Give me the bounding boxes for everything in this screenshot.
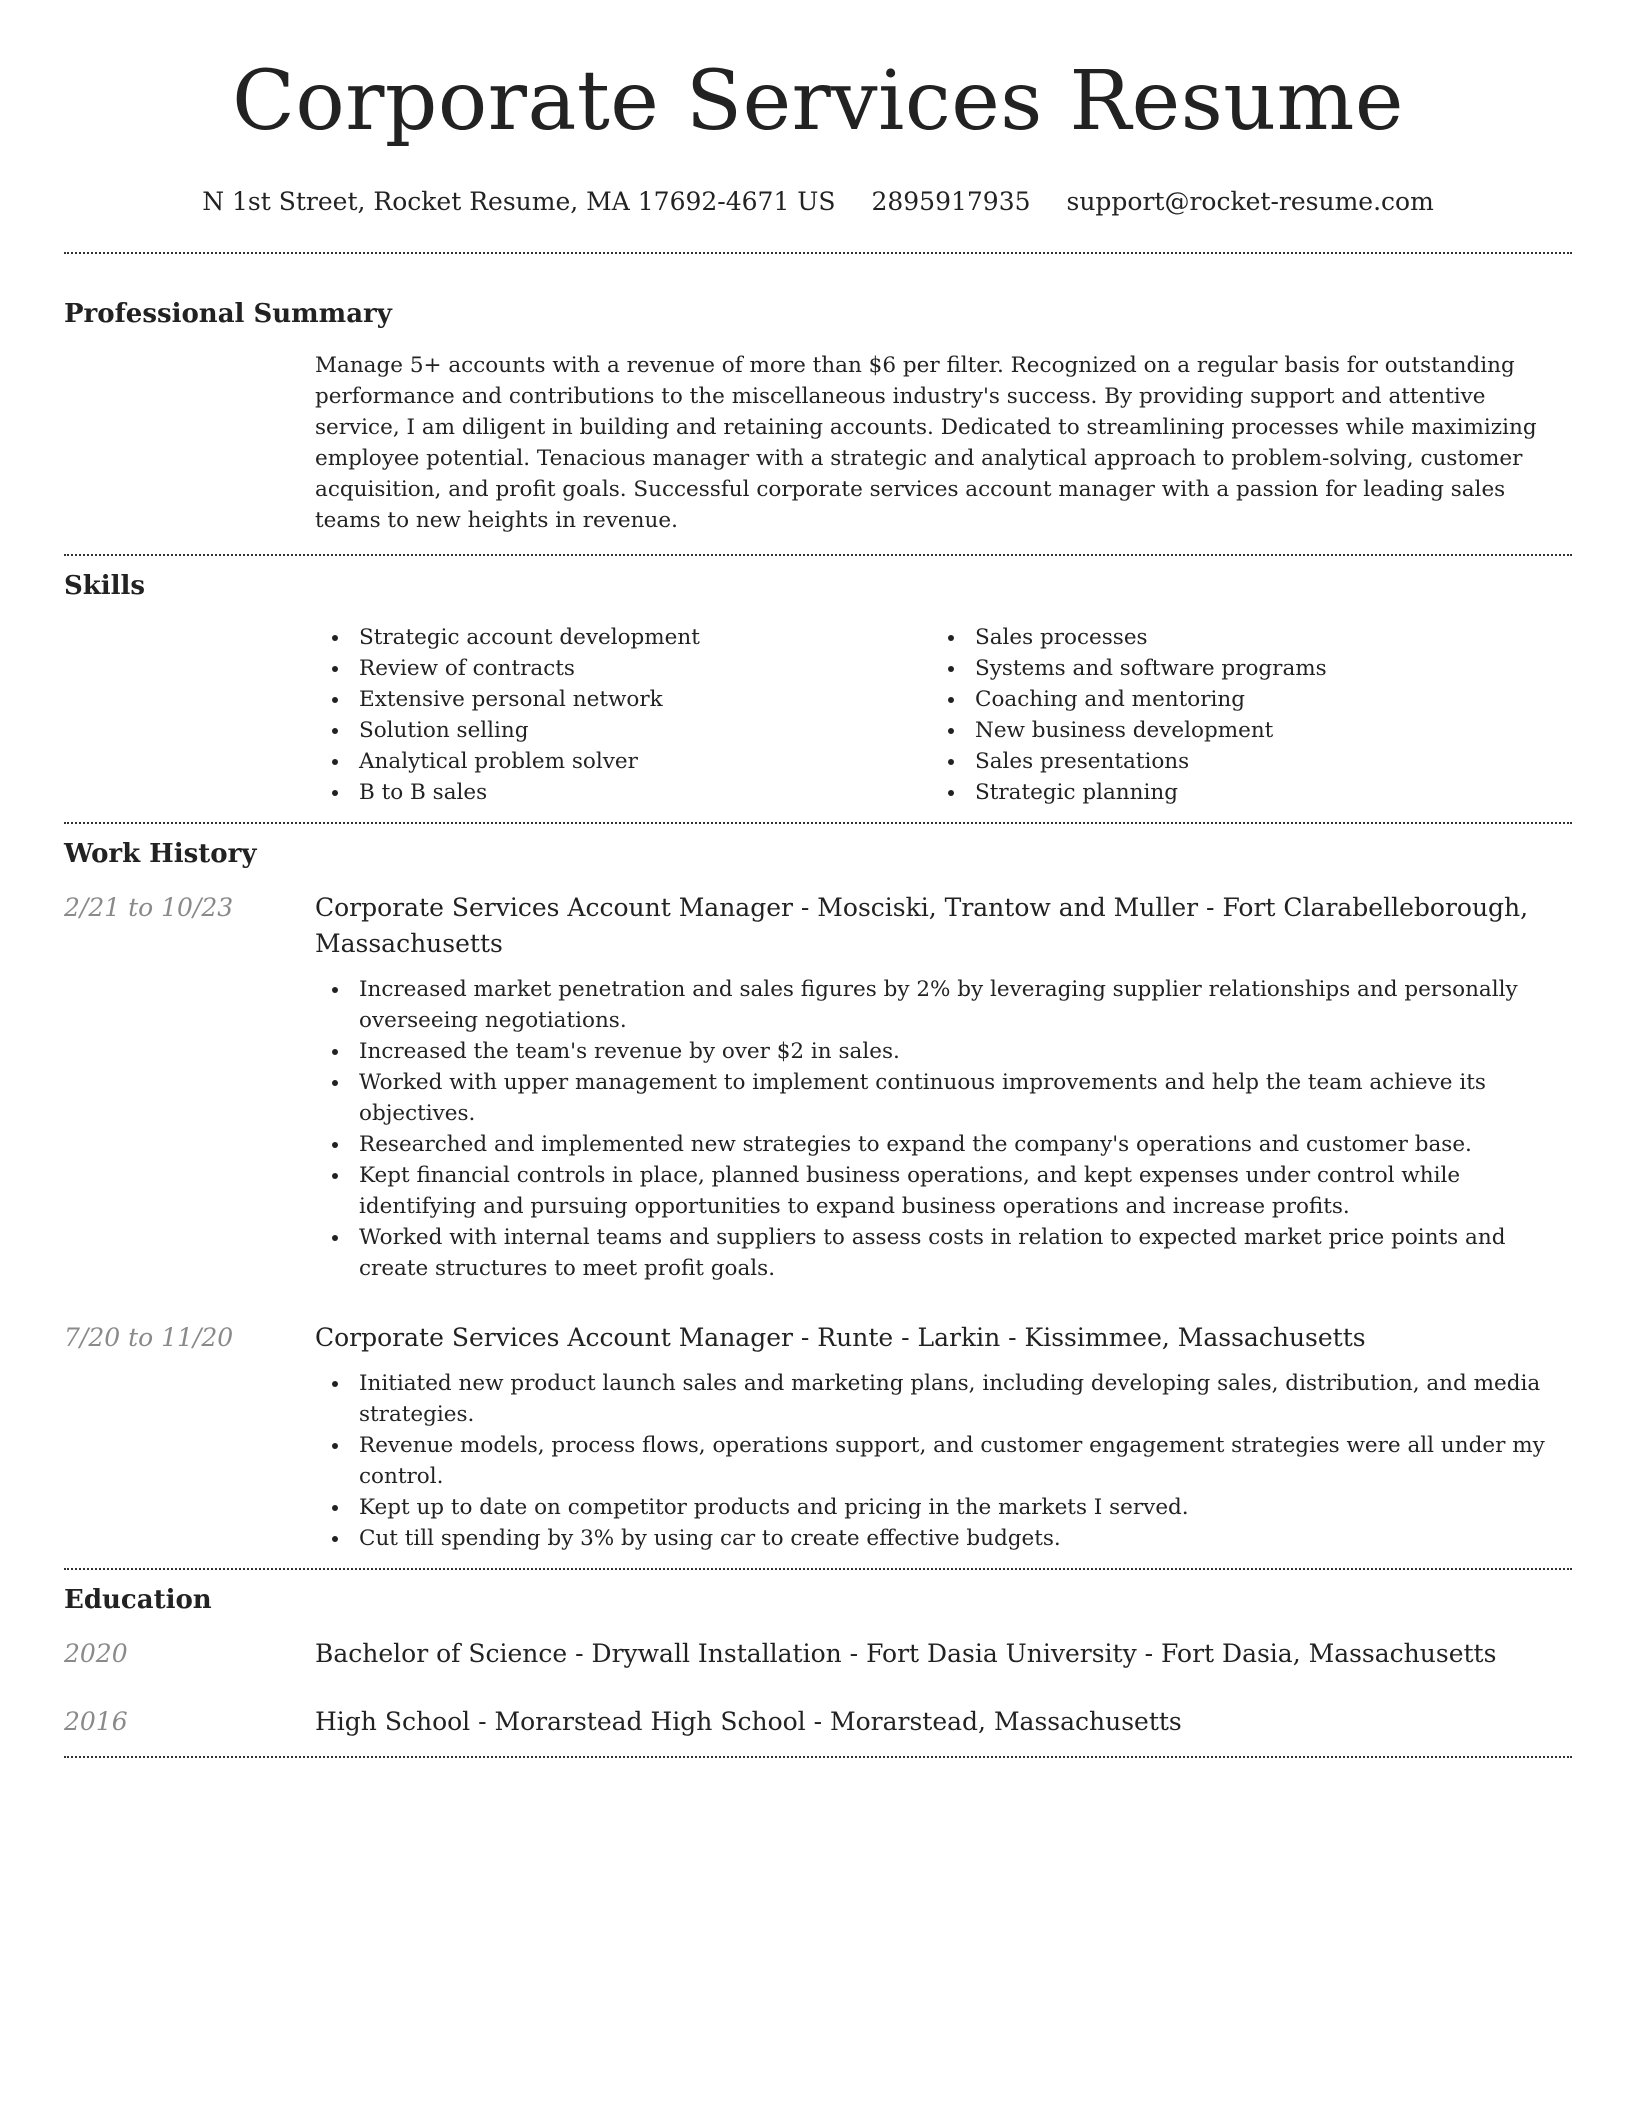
- resume-title: Corporate Services Resume: [232, 54, 1404, 149]
- skill-item: Systems and software programs: [931, 653, 1547, 684]
- skill-item: Strategic planning: [931, 777, 1547, 808]
- work-bullet: Kept financial controls in place, planned business operations, and kept expenses under control while identifying and pursuing opportunities to expand business operations and increase profits.: [315, 1160, 1572, 1222]
- work-entry-bullets: [315, 974, 1572, 1284]
- education-entry: [64, 1704, 1572, 1756]
- contact-address: N 1st Street, Rocket Resume, MA 17692-4671 US: [202, 187, 836, 216]
- contact-email: support@rocket-resume.com: [1066, 187, 1434, 216]
- work-bullet: Researched and implemented new strategies to expand the company's operations and customer base.: [315, 1129, 1572, 1160]
- summary-text: Manage 5+ accounts with a revenue of more than $6 per filter. Recognized on a regular basis for outstanding performance and contributions to the miscellaneous industry's success. By providing support and attentive service, I am diligent in building and retaining accounts. Dedicated to streamlining processes while maximizing employee potential. Tenacious manager with a strategic and analytical approach to problem-solving, customer acquisition, and profit goals. Successful corporate services account manager with a passion for leading sales teams to new heights in revenue.: [315, 353, 1537, 533]
- work-entry: [64, 890, 1572, 1320]
- contact-line: [64, 184, 1572, 220]
- skill-item: Sales presentations: [931, 746, 1547, 777]
- education-entry-date: 2016: [64, 1707, 128, 1736]
- work-bullet: Initiated new product launch sales and marketing plans, including developing sales, distribution, and media strategies.: [315, 1368, 1572, 1430]
- work-bullet: Revenue models, process flows, operations support, and customer engagement strategies were all under my control.: [315, 1430, 1572, 1492]
- work-entry-bullets: [315, 1368, 1572, 1554]
- resume-header: [64, 0, 1572, 220]
- work-entry-heading: Corporate Services Account Manager - Runte - Larkin - Kissimmee, Massachusetts: [315, 1323, 1366, 1352]
- skill-item: Review of contracts: [315, 653, 931, 684]
- work-history-section: [64, 824, 1572, 1568]
- education-entry-heading: Bachelor of Science - Drywall Installation - Fort Dasia University - Fort Dasia, Massachusetts: [315, 1639, 1497, 1668]
- work-history-heading: Work History: [64, 839, 257, 869]
- skills-heading: Skills: [64, 571, 146, 601]
- work-entry: [64, 1320, 1572, 1568]
- skill-item: New business development: [931, 715, 1547, 746]
- education-entry-heading: High School - Morarstead High School - Morarstead, Massachusetts: [315, 1707, 1182, 1736]
- skills-column-right: [931, 622, 1547, 808]
- skill-item: B to B sales: [315, 777, 931, 808]
- summary-section: [64, 254, 1572, 554]
- education-heading: Education: [64, 1585, 212, 1615]
- skill-item: Solution selling: [315, 715, 931, 746]
- education-entry: [64, 1636, 1572, 1704]
- contact-phone: 2895917935: [871, 187, 1031, 216]
- skill-item: Sales processes: [931, 622, 1547, 653]
- work-entry-heading: Corporate Services Account Manager - Mosciski, Trantow and Muller - Fort Clarabelleborough, Massachusetts: [315, 893, 1529, 958]
- skill-item: Analytical problem solver: [315, 746, 931, 777]
- summary-heading: Professional Summary: [64, 299, 392, 329]
- skill-item: Extensive personal network: [315, 684, 931, 715]
- work-bullet: Kept up to date on competitor products and pricing in the markets I served.: [315, 1492, 1572, 1523]
- work-bullet: Cut till spending by 3% by using car to create effective budgets.: [315, 1523, 1572, 1554]
- divider: [64, 1756, 1572, 1758]
- education-entry-date: 2020: [64, 1639, 128, 1668]
- education-section: [64, 1570, 1572, 1756]
- skill-item: Strategic account development: [315, 622, 931, 653]
- work-bullet: Increased market penetration and sales figures by 2% by leveraging supplier relationships and personally overseeing negotiations.: [315, 974, 1572, 1036]
- work-entry-date: 7/20 to 11/20: [64, 1323, 234, 1352]
- skills-section: [64, 556, 1572, 822]
- work-bullet: Increased the team's revenue by over $2 in sales.: [315, 1036, 1572, 1067]
- skills-column-left: [315, 622, 931, 808]
- skill-item: Coaching and mentoring: [931, 684, 1547, 715]
- work-bullet: Worked with internal teams and suppliers to assess costs in relation to expected market price points and create structures to meet profit goals.: [315, 1222, 1572, 1284]
- work-bullet: Worked with upper management to implement continuous improvements and help the team achieve its objectives.: [315, 1067, 1572, 1129]
- resume-page: [64, 0, 1572, 1758]
- work-entry-date: 2/21 to 10/23: [64, 893, 234, 922]
